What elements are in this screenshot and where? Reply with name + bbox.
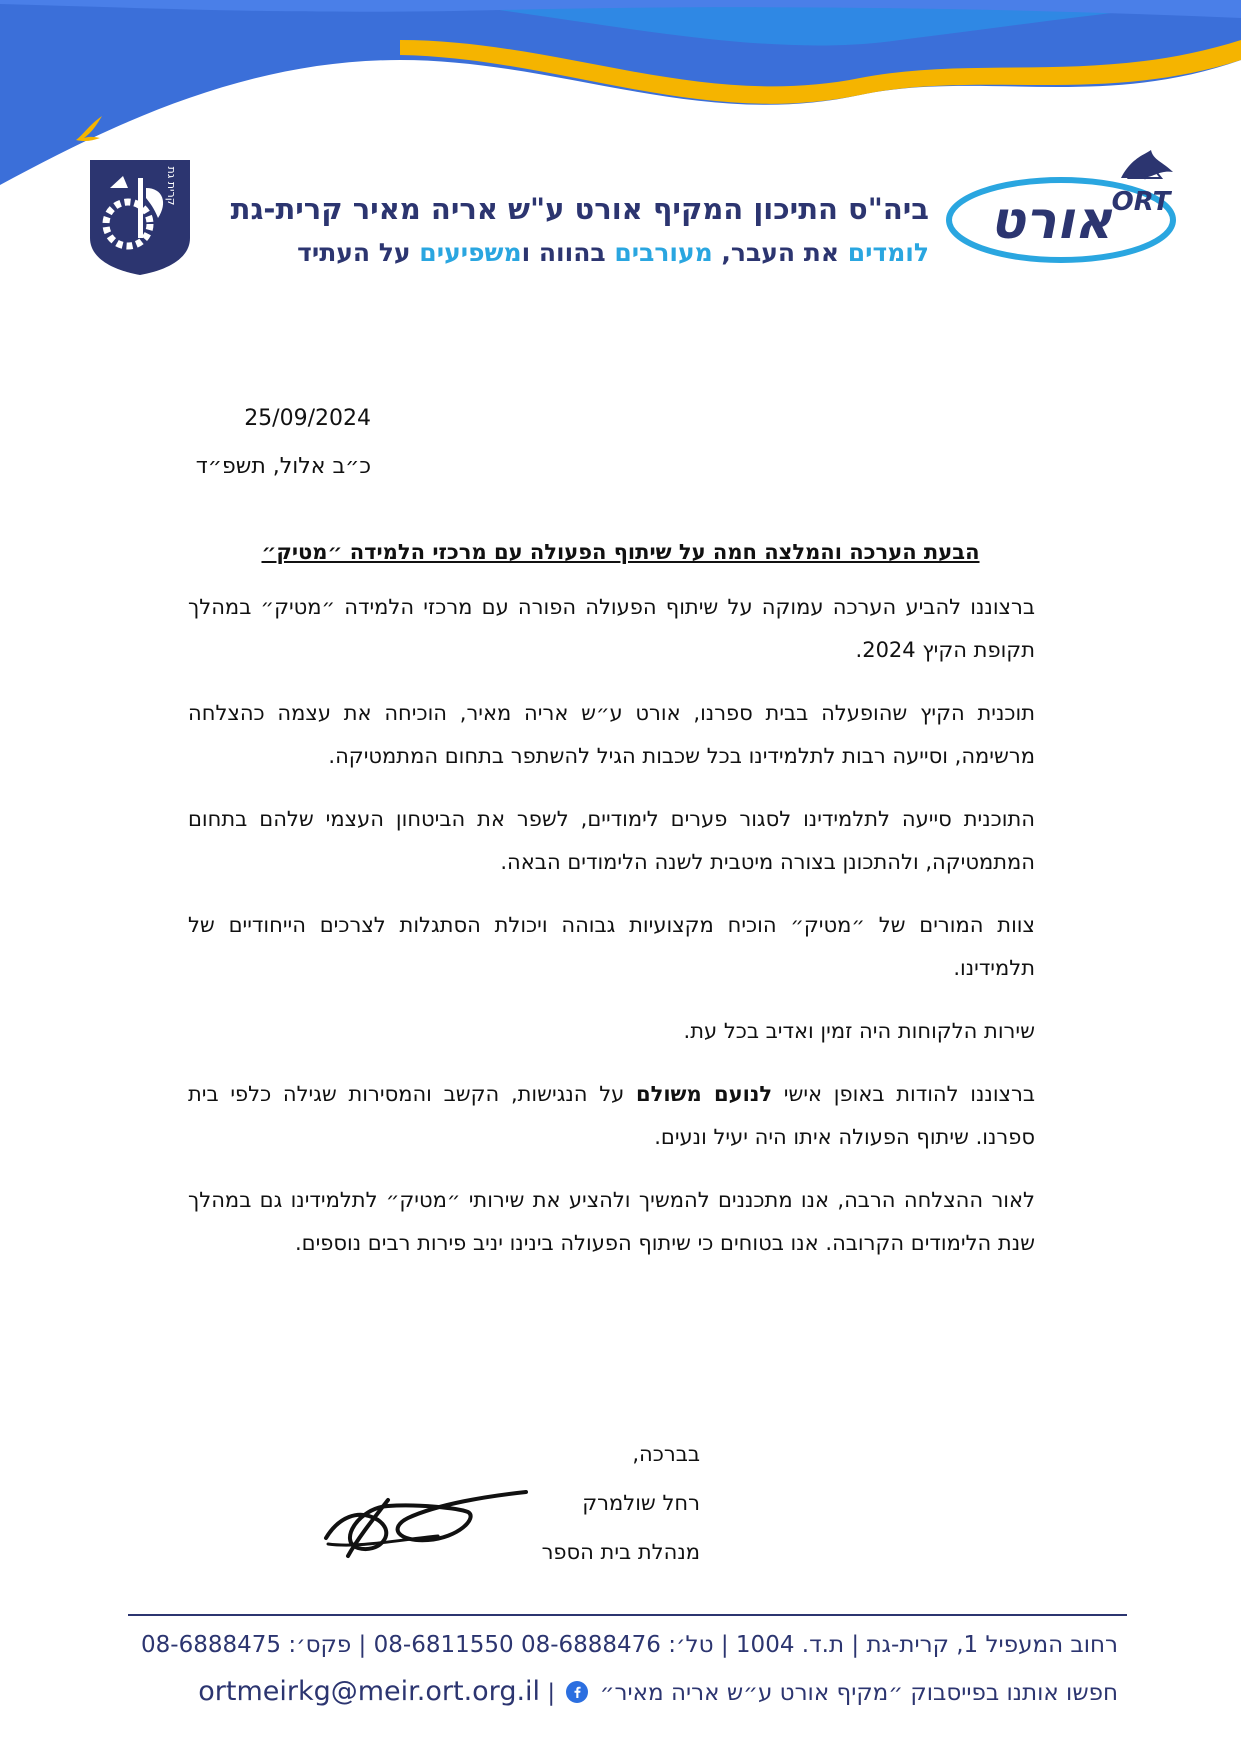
slogan-part: את העבר, [712,238,848,267]
email-link[interactable]: ortmeirkg@meir.ort.org.il [198,1676,541,1707]
signer-role: מנהלת בית הספר [541,1540,700,1564]
slogan-part: על העתיד [297,238,420,267]
highlighted-name: לנועם משולם [636,1082,773,1106]
ort-latin-wordmark: ORT [1111,187,1171,217]
letter-paragraph [188,586,1035,672]
paragraph-text: ברצוננו להודות באופן אישי [772,1082,1035,1106]
paragraph-text: התוכנית סייעה לתלמידינו לסגור פערים לימודיים, לשפר את הביטחון העצמי שלהם בתחום המתמטיקה, ולהתכונן בצורה מיטבית לשנה הלימודים הבאה. [188,807,1035,874]
school-slogan [209,238,929,267]
slogan-part: בהווה ו [521,238,615,267]
ort-logo [941,148,1181,278]
date-hebrew: כ״ב אלול, תשפ״ד [195,454,371,479]
facebook-text[interactable]: חפשו אותנו בפייסבוק ״מקיף אורט ע״ש אריה מאיר״ [599,1680,1118,1706]
date-block [121,395,371,491]
facebook-icon[interactable] [566,1681,588,1703]
signer-name: רחל שולמרק [582,1491,700,1515]
date-gregorian: 25/09/2024 [244,406,371,431]
slogan-part: מעורבים [614,238,713,267]
paragraph-text: צוות המורים של ״מטיק״ הוכיח מקצועיות גבוהה ויכולת הסתגלות לצרכים הייחודיים של תלמידינו. [188,913,1035,980]
paragraph-text: שירות הלקוחות היה זמין ואדיב בכל עת. [683,1019,1035,1043]
paragraph-text: תוכנית הקיץ שהופעלה בבית ספרנו, אורט ע״ש אריה מאיר, הוכיחה את עצמה כהצלחה מרשימה, וסייעה רבות לתלמידינו בכל שכבות הגיל להשתפר בתחום המתמטיקה. [188,701,1035,768]
paragraph-text: ברצוננו להביע הערכה עמוקה על שיתוף הפעולה הפורה עם מרכזי הלמידה ״מטיק״ במהלך תקופת הקיץ 2024. [188,595,1035,662]
school-name: ביה"ס התיכון המקיף אורט ע"ש אריה מאיר קרית-גת [230,192,929,226]
slogan-part: לומדים [847,238,929,267]
slogan-part: משפיעים [419,238,522,267]
letter-paragraph [188,798,1035,884]
footer-divider [128,1614,1127,1616]
letter-subject: הבעת הערכה והמלצה חמה על שיתוף הפעולה עם מרכזי הלמידה ״מטיק״ [261,540,980,564]
footer-separator: | [547,1680,556,1706]
handwritten-signature [318,1478,530,1560]
bird-icon [72,112,112,146]
letter-paragraph [188,904,1035,990]
school-crest-logo [88,158,192,276]
footer-contact: רחוב המעפיל 1, קרית-גת | ת.ד. 1004 | טל׳: 08-6888476 08-6811550 | פקס׳: 08-6888475 [141,1632,1118,1658]
letter-paragraph [188,1073,1035,1159]
paragraph-text: לאור ההצלחה הרבה, אנו מתכננים להמשיך ולהציע את שירותי ״מטיק״ לתלמידינו גם במהלך שנת הלימודים הקרובה. אנו בטוחים כי שיתוף הפעולה בינינו יניב פירות רבים נוספים. [188,1188,1035,1255]
letter-paragraph [188,692,1035,778]
signature-block [520,1430,700,1577]
letter-body [188,586,1035,1285]
crest-text: קרית גת [165,166,178,206]
footer-social [128,1676,1118,1707]
letter-paragraph [188,1010,1035,1053]
letter-paragraph [188,1179,1035,1265]
paragraph-text: על הנגישות, הקשב והמסירות שגילה כלפי בית ספרנו. שיתוף הפעולה איתו היה יעיל ונעים. [188,1082,1035,1149]
closing: בברכה, [632,1442,700,1466]
ort-hebrew-wordmark: אורט [989,191,1113,251]
